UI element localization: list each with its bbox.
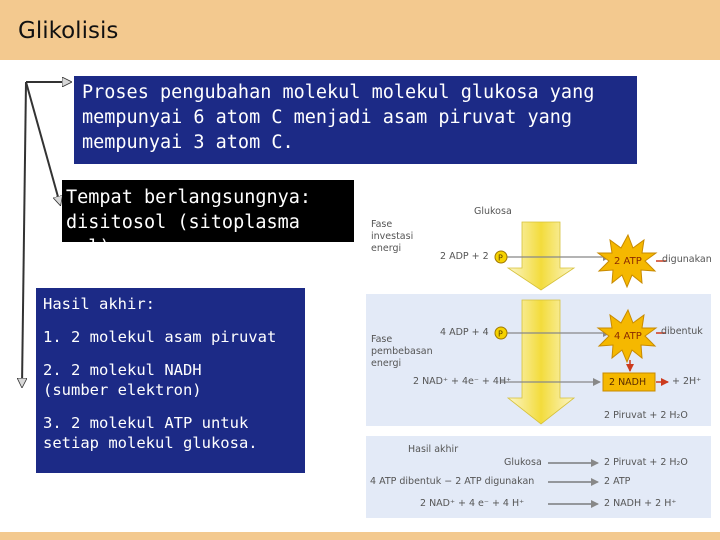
glucose-label: Glukosa (474, 206, 512, 217)
definition-line: mempunyai 6 atom C menjadi asam piruvat yang (82, 107, 573, 128)
definition-line: mempunyai 3 atom C. (82, 132, 294, 153)
result-item-3-cont: setiap molekul glukosa. (43, 434, 258, 452)
summary-row-1-right: 2 Piruvat + 2 H₂O (604, 457, 688, 468)
results-heading: Hasil akhir: (43, 295, 155, 313)
used-label: digunakan (662, 254, 712, 265)
phosphate-label: P (498, 329, 503, 339)
summary-row-2-right: 2 ATP (604, 476, 631, 487)
burst-2-label: 4 ATP (614, 331, 642, 342)
phase1-line: energi (371, 243, 402, 254)
yellow-arrow-1 (508, 222, 574, 290)
product-label: 2 Piruvat + 2 H₂O (604, 410, 688, 421)
nad-input: 2 NAD⁺ + 4e⁻ + 4H⁺ (413, 376, 512, 387)
nadh-label: 2 NADH (609, 377, 647, 388)
result-item-2-note: (sumber elektron) (43, 381, 202, 399)
phase1-line: Fase (371, 219, 393, 230)
formed-label: dibentuk (661, 326, 703, 337)
bottom-bar (0, 532, 720, 540)
location-line: Tempat berlangsungnya: (66, 187, 312, 208)
phosphate-label: P (498, 253, 503, 263)
definition-line: Proses pengubahan molekul molekul glukosa yang (82, 82, 595, 103)
location-line: disitosol (sitoplasma sel) (66, 212, 300, 258)
phase1-input: 2 ADP + 2 (440, 251, 489, 262)
burst-1-label: 2 ATP (614, 256, 642, 267)
h-plus-label: + 2H⁺ (672, 376, 702, 387)
summary-row-3-left: 2 NAD⁺ + 4 e⁻ + 4 H⁺ (420, 498, 525, 509)
phase2-line: Fase (371, 334, 393, 345)
summary-row-3-right: 2 NADH + 2 H⁺ (604, 498, 677, 509)
result-item-1: 1. 2 molekul asam piruvat (43, 328, 277, 346)
slide-title: Glikolisis (18, 18, 119, 44)
phase1-line: investasi (371, 231, 414, 242)
result-item-3: 3. 2 molekul ATP untuk (43, 414, 249, 432)
yellow-arrow-2 (508, 300, 574, 424)
summary-row-2-left: 4 ATP dibentuk − 2 ATP digunakan (370, 476, 535, 487)
phase2-line: energi (371, 358, 402, 369)
phase2-input: 4 ADP + 4 (440, 327, 489, 338)
result-item-2: 2. 2 molekul NADH (43, 361, 202, 379)
phase2-line: pembebasan (371, 346, 433, 357)
summary-heading: Hasil akhir (408, 444, 459, 455)
summary-row-1-left: Glukosa (504, 457, 542, 468)
phase1-label (371, 219, 413, 255)
phase2-label (371, 334, 433, 370)
